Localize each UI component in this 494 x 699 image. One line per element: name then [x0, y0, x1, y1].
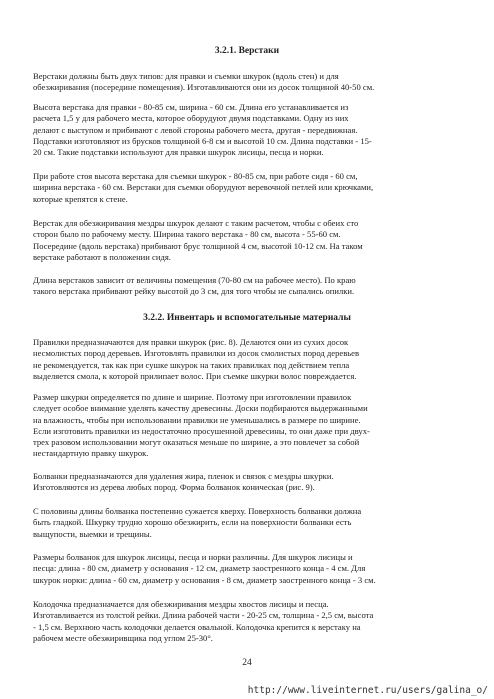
section-heading-inventory: 3.2.2. Инвентарь и вспомогательные материалы — [143, 313, 351, 323]
section-heading-workbenches: 3.2.1. Верстаки — [214, 46, 280, 56]
paragraph-9: С половины длины болванка постепенно сужается кверху. Поверхность болванки должна быть гладкой. Шкурку трудно хорошо обезжирить, если на поверхности болванки есть выщупости, выемки и трещины. — [33, 506, 362, 539]
paragraph-10: Размеры болванок для шкурок лисицы, песца и норки различны. Для шкурок лисицы и песца: длина - 80 см, диаметр у основания - 12 см, диаметр заостренного конца - 4 см. Для шкурок норки: длина - 60 см, диаметр у основания - 8 см, диаметр заостренного конца - 3 см. — [33, 552, 376, 585]
paragraph-4: Верстак для обезжиривания мездры шкурок делают с таким расчетом, чтобы с обеих сто сторон было по рабочему месту. Ширина такого верстака - 80 см, высота - 55-60 см. Посередине (вдоль верстака) прибивают брус толщиной 4 см, высотой 10-12 см. На таком верстаке работают в положении сидя. — [33, 218, 363, 262]
paragraph-7: Размер шкурки определяется по длине и ширине. Поэтому при изготовлении правилок следует особое внимание уделять качеству древесины. Доски подбираются выдержанными на влажность, чтобы при использовании правилки не уменьшались в размере по ширине. Если изготовить правилки из недостаточно просушенной древесины, то они даже при двух- трех разовом использовании могут оказаться меньше по ширине, а это повлечет за собой нестандартную правку шкурок. — [33, 392, 370, 459]
paragraph-8: Болванки предназначаются для удаления жира, пленок и связок с мездры шкурки. Изготовляются из дерева любых пород. Форма болванок коническая (рис. 9). — [33, 471, 334, 493]
paragraph-6: Правилки предназначаются для правки шкурок (рис. 8). Делаются они из сухих досок несмолистых пород деревьев. Изготовлять правилки из досок смолистых пород деревьев не рекомендуется, так как при сушке шкурок на таких правилках под действием тепла выделяется смола, к которой прилипает волос. При съемке шкурки волос повреждается. — [33, 337, 360, 381]
paragraph-1: Верстаки должны быть двух типов: для правки и съемки шкурок (вдоль стен) и для обезжиривания (посередине помещения). Изготавливаются они из досок толщиной 40-50 см. — [33, 71, 375, 93]
paragraph-3: При работе стоя высота верстака для съемки шкурок - 80-85 см, при работе сидя - 60 см, ширина верстака - 60 см. Верстаки для съемки оборудуют веревочной петлей или крючками, которые крепятся к стене. — [33, 171, 374, 204]
page-number: 24 — [242, 658, 252, 668]
paragraph-11: Колодочка предназначается для обезжиривания мездры хвостов лисицы и песца. Изготавливается из толстой рейки. Длина рабочей части - 20-25 см, толщина - 2,5 см, высота - 1,5 см. Верхнюю часть колодочки делается овальной. Колодочка крепится к верстаку на рабочем месте обезжиривщика под углом 25-30°. — [33, 599, 374, 643]
paragraph-2: Высота верстака для правки - 80-85 см, ширина - 60 см. Длина его устанавливается из расчета 1,5 у для рабочего места, которое оборудуют двумя подставками. Одну из них делают с выступом и прибивают с левой стороны рабочего места, другая - передвижная. Подставки изготовляют из брусков толщиной 6-8 см и высотой 10 см. Длина подставки - 15- 20 см. Такие подставки используют для правки шкурок лисицы, песца и норки. — [33, 102, 372, 158]
paragraph-5: Длина верстаков зависит от величины помещения (70-80 см на рабочее место). По краю такого верстака прибивают рейку высотой до 3 см, для того чтобы не сыпались опилки. — [33, 275, 356, 297]
watermark-url: http://www.liveinternet.ru/users/galina_o/ — [247, 685, 488, 696]
